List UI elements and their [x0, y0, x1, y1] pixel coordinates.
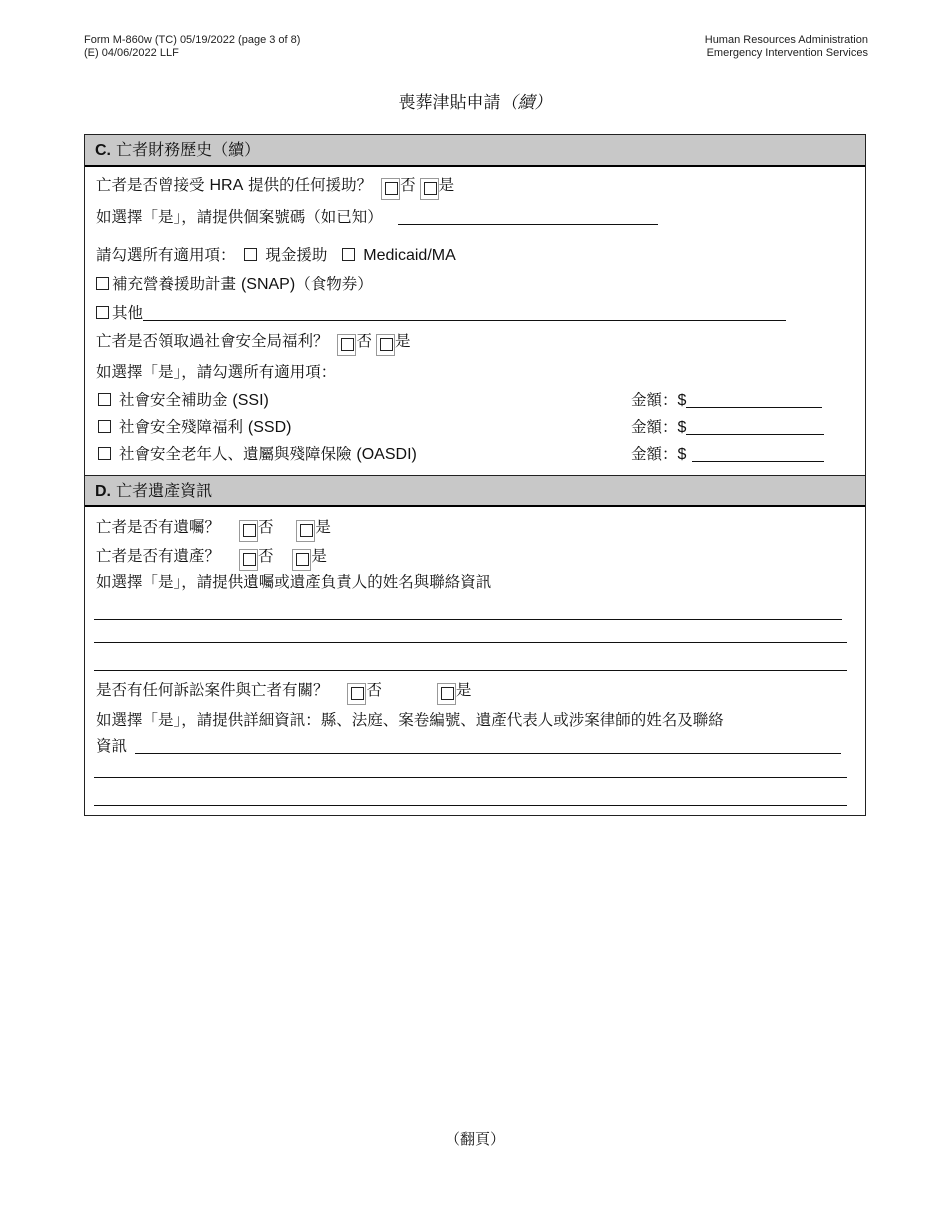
- estate-contact-line-1[interactable]: [94, 619, 842, 620]
- hra-no-checkbox[interactable]: [381, 178, 400, 200]
- page-title: 喪葬津貼申請（續）: [398, 93, 552, 113]
- lawsuit-question: 是否有任何訴訟案件與亡者有關？ 否 是: [96, 678, 471, 705]
- case-number-row: 如選擇「是」，請提供個案號碼（如已知）: [96, 205, 658, 227]
- ssa-yes-checkbox[interactable]: [376, 334, 395, 356]
- ssi-amount-field[interactable]: [686, 407, 822, 408]
- ssi-checkbox[interactable]: [98, 393, 111, 406]
- benefit-row-ssd: 社會安全殘障福利 (SSD): [96, 415, 291, 437]
- lawsuit-no-checkbox[interactable]: [347, 683, 366, 705]
- estate-yes-checkbox[interactable]: [292, 549, 311, 571]
- lawsuit-details-line-3[interactable]: [94, 805, 847, 806]
- assistance-types-row: 請勾選所有適用項： 現金援助 Medicaid/MA: [96, 246, 456, 264]
- hra-assistance-question: 亡者是否曾接受 HRA 提供的任何援助？ 否 是: [96, 173, 454, 200]
- form-section-box: [84, 134, 866, 816]
- other-checkbox[interactable]: [96, 306, 109, 319]
- case-number-field[interactable]: [398, 224, 658, 225]
- oasdi-checkbox[interactable]: [98, 447, 111, 460]
- section-d-header: D. 亡者遺產資訊: [85, 475, 865, 507]
- cash-assistance-checkbox[interactable]: [244, 248, 257, 261]
- ssa-no-checkbox[interactable]: [337, 334, 356, 356]
- benefit-row-ssi: 社會安全補助金 (SSI): [96, 388, 269, 410]
- medicaid-checkbox[interactable]: [342, 248, 355, 261]
- lawsuit-prompt: 如選擇「是」，請提供詳細資訊：縣、法庭、案卷編號、遺產代表人或涉案律師的姓名及聯絡: [96, 711, 724, 729]
- estate-contact-prompt: 如選擇「是」，請提供遺囑或遺產負責人的姓名與聯絡資訊: [96, 573, 492, 591]
- ssi-amount: 金額：$: [631, 388, 822, 410]
- ssa-check-all: 如選擇「是」，請勾選所有適用項：: [96, 363, 337, 381]
- other-field[interactable]: [143, 320, 786, 321]
- lawsuit-prompt-cont: 資訊: [96, 734, 841, 756]
- snap-checkbox[interactable]: [96, 277, 109, 290]
- form-revision: (E) 04/06/2022 LLF: [84, 47, 179, 59]
- agency-name: Human Resources Administration: [704, 34, 868, 46]
- other-row: 其他: [96, 301, 786, 323]
- will-question: 亡者是否有遺囑？ 否 是: [96, 515, 331, 542]
- lawsuit-details-field[interactable]: [135, 753, 841, 754]
- agency-header: [705, 34, 868, 60]
- will-no-checkbox[interactable]: [239, 520, 258, 542]
- ssd-checkbox[interactable]: [98, 420, 111, 433]
- hra-yes-checkbox[interactable]: [420, 178, 439, 200]
- estate-question: 亡者是否有遺產？ 否 是: [96, 544, 327, 571]
- turn-page-note: （翻頁）: [444, 1130, 505, 1148]
- oasdi-amount: 金額：$: [631, 442, 824, 464]
- oasdi-amount-field[interactable]: [692, 461, 824, 462]
- lawsuit-yes-checkbox[interactable]: [437, 683, 456, 705]
- estate-contact-line-3[interactable]: [94, 670, 847, 671]
- ssd-amount-field[interactable]: [686, 434, 824, 435]
- will-yes-checkbox[interactable]: [296, 520, 315, 542]
- agency-division: Emergency Intervention Services: [706, 47, 868, 59]
- title-continued: （續）: [500, 93, 552, 113]
- ssa-benefits-question: 亡者是否領取過社會安全局福利？ 否 是: [96, 329, 410, 356]
- lawsuit-details-line-2[interactable]: [94, 777, 847, 778]
- ssd-amount: 金額：$: [631, 415, 824, 437]
- snap-row: 補充營養援助計畫 (SNAP)（食物券）: [96, 272, 373, 294]
- form-number: Form M-860w (TC) 05/19/2022 (page 3 of 8): [84, 34, 301, 46]
- form-id-header: [84, 34, 300, 60]
- section-c-header: C. 亡者財務歷史（續）: [85, 135, 865, 167]
- estate-contact-line-2[interactable]: [94, 642, 847, 643]
- estate-no-checkbox[interactable]: [239, 549, 258, 571]
- benefit-row-oasdi: 社會安全老年人、遺屬與殘障保險 (OASDI): [96, 442, 417, 464]
